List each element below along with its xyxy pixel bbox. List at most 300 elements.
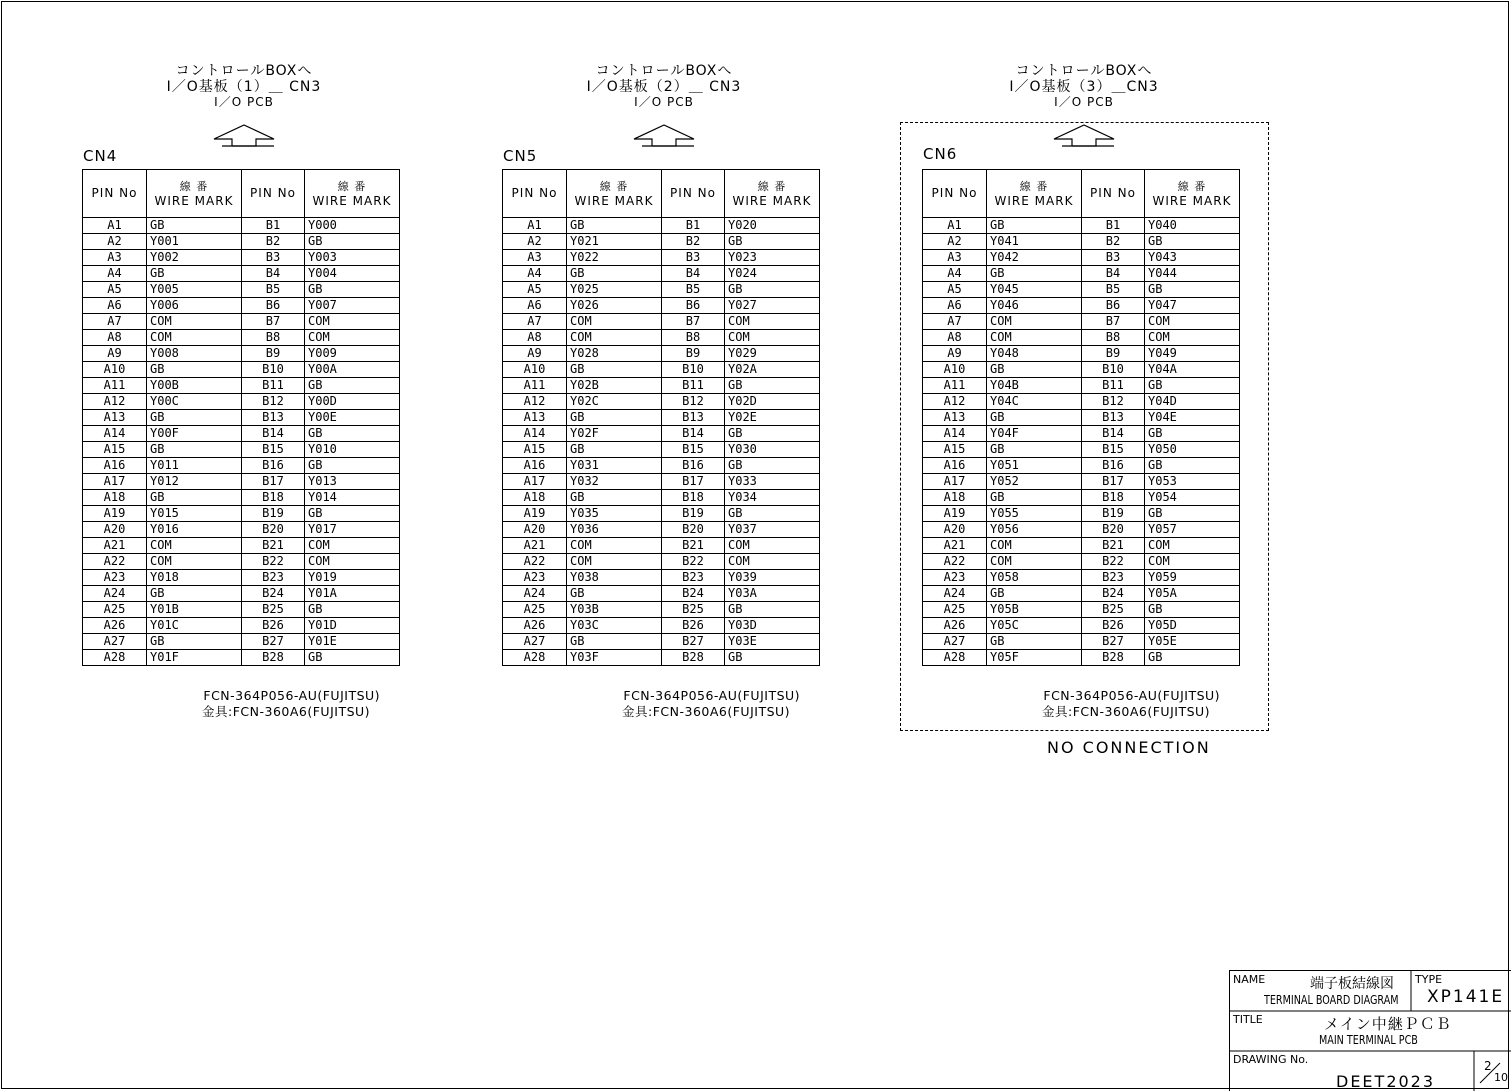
wire-mark-cell: Y042	[987, 250, 1082, 266]
wire-mark-cell: GB	[987, 490, 1082, 506]
wire-mark-cell: GB	[147, 490, 242, 506]
destination-line-3: I／O PCB	[214, 95, 274, 109]
pin-number-cell: B21	[1082, 538, 1145, 554]
connector-part-number	[1042, 688, 1220, 720]
name-jp: 端子板結線図	[1310, 976, 1394, 992]
table-row	[83, 522, 400, 538]
pin-number-cell: B15	[662, 442, 725, 458]
connector-label: CN5	[503, 147, 538, 165]
table-row	[503, 634, 820, 650]
name-en: TERMINAL BOARD DIAGRAM	[1264, 993, 1399, 1007]
pin-number-cell: B5	[242, 282, 305, 298]
title-label: TITLE	[1233, 1013, 1263, 1026]
pin-number-cell: B15	[242, 442, 305, 458]
pin-number-cell: A2	[503, 234, 567, 250]
wire-mark-cell: COM	[567, 330, 662, 346]
wire-mark-cell: Y000	[305, 218, 400, 234]
wire-mark-cell: Y00E	[305, 410, 400, 426]
table-row	[83, 618, 400, 634]
pin-number-cell: A20	[503, 522, 567, 538]
pin-number-cell: B17	[1082, 474, 1145, 490]
wire-mark-header-en: WIRE MARK	[1152, 193, 1232, 208]
table-row	[83, 602, 400, 618]
wire-mark-cell: Y02A	[725, 362, 820, 378]
pin-number-cell: B12	[662, 394, 725, 410]
wire-mark-cell: Y052	[987, 474, 1082, 490]
wire-mark-cell: COM	[147, 314, 242, 330]
table-row	[83, 650, 400, 666]
table-row	[83, 266, 400, 282]
wire-mark-cell: COM	[147, 554, 242, 570]
table-row	[83, 426, 400, 442]
pin-number-cell: A5	[923, 282, 987, 298]
table-row	[503, 618, 820, 634]
wire-mark-cell: GB	[567, 266, 662, 282]
wire-mark-cell: GB	[147, 218, 242, 234]
pin-number-cell: A21	[83, 538, 147, 554]
pin-number-cell: B14	[662, 426, 725, 442]
pin-number-cell: B16	[1082, 458, 1145, 474]
wire-mark-cell: GB	[1145, 234, 1240, 250]
wire-mark-cell: GB	[305, 234, 400, 250]
pin-number-cell: A9	[923, 346, 987, 362]
pin-number-cell: A16	[923, 458, 987, 474]
pin-number-cell: B4	[1082, 266, 1145, 282]
wire-mark-cell: Y04C	[987, 394, 1082, 410]
pin-number-cell: B21	[242, 538, 305, 554]
wire-mark-cell: Y049	[1145, 346, 1240, 362]
pin-number-cell: A11	[923, 378, 987, 394]
table-row	[83, 490, 400, 506]
table-row	[83, 362, 400, 378]
connector-destination	[84, 63, 404, 109]
pin-number-cell: B6	[1082, 298, 1145, 314]
pin-number-cell: A8	[83, 330, 147, 346]
wire-mark-cell: Y003	[305, 250, 400, 266]
pin-number-cell: A7	[503, 314, 567, 330]
wire-mark-cell: Y01D	[305, 618, 400, 634]
pin-number-cell: B27	[662, 634, 725, 650]
pin-number-cell: A25	[503, 602, 567, 618]
table-row	[503, 650, 820, 666]
table-row	[83, 442, 400, 458]
pin-number-cell: A28	[503, 650, 567, 666]
wire-mark-cell: COM	[1145, 554, 1240, 570]
pin-number-cell: B22	[242, 554, 305, 570]
wire-mark-header	[567, 170, 662, 218]
wire-mark-cell: Y05F	[987, 650, 1082, 666]
table-header-row	[503, 170, 820, 218]
wire-mark-cell: Y033	[725, 474, 820, 490]
pin-number-cell: B11	[242, 378, 305, 394]
pin-no-header: PIN No	[923, 170, 987, 218]
wire-mark-cell: GB	[1145, 602, 1240, 618]
table-row	[923, 506, 1240, 522]
destination-line-2: I／O基板（2）＿ CN3	[586, 79, 742, 95]
wire-mark-cell: Y01E	[305, 634, 400, 650]
table-row	[923, 650, 1240, 666]
wire-mark-cell: GB	[987, 218, 1082, 234]
wire-mark-cell: COM	[987, 314, 1082, 330]
table-row	[923, 426, 1240, 442]
connector-part-number	[202, 688, 380, 720]
table-header-row	[83, 170, 400, 218]
pin-number-cell: A19	[503, 506, 567, 522]
pin-number-cell: A14	[923, 426, 987, 442]
wire-mark-cell: Y050	[1145, 442, 1240, 458]
pin-number-cell: B26	[662, 618, 725, 634]
table-row	[923, 346, 1240, 362]
pin-number-cell: B6	[242, 298, 305, 314]
pin-number-cell: B5	[1082, 282, 1145, 298]
pin-number-cell: B3	[1082, 250, 1145, 266]
pin-number-cell: B15	[1082, 442, 1145, 458]
table-row	[503, 458, 820, 474]
wire-mark-cell: Y015	[147, 506, 242, 522]
drawing-label: DRAWING No.	[1233, 1053, 1309, 1066]
wire-mark-cell: GB	[725, 426, 820, 442]
pin-number-cell: B22	[1082, 554, 1145, 570]
wire-mark-cell: GB	[147, 362, 242, 378]
table-row	[503, 522, 820, 538]
pin-number-cell: A28	[923, 650, 987, 666]
wire-mark-header	[725, 170, 820, 218]
wire-mark-cell: Y00A	[305, 362, 400, 378]
pin-number-cell: B11	[1082, 378, 1145, 394]
wire-mark-cell: Y05D	[1145, 618, 1240, 634]
bracket-part-line: 金具:FCN-360A6(FUJITSU)	[622, 704, 791, 719]
wire-mark-cell: GB	[305, 378, 400, 394]
table-row	[83, 410, 400, 426]
pin-number-cell: A13	[503, 410, 567, 426]
pin-number-cell: A8	[923, 330, 987, 346]
pin-number-cell: B12	[1082, 394, 1145, 410]
table-row	[923, 266, 1240, 282]
pin-number-cell: B1	[662, 218, 725, 234]
wire-mark-cell: Y058	[987, 570, 1082, 586]
pin-number-cell: A17	[923, 474, 987, 490]
table-row	[503, 410, 820, 426]
wire-mark-cell: GB	[725, 458, 820, 474]
connector-destination	[924, 63, 1244, 109]
wire-mark-header-jp: 線 番	[179, 179, 209, 193]
table-row	[83, 394, 400, 410]
part-number-line: FCN-364P056-AU(FUJITSU)	[203, 688, 381, 703]
wire-mark-cell: Y004	[305, 266, 400, 282]
wire-mark-cell: Y043	[1145, 250, 1240, 266]
table-row	[923, 522, 1240, 538]
wire-mark-cell: Y024	[725, 266, 820, 282]
wire-mark-header	[1145, 170, 1240, 218]
pin-number-cell: B20	[1082, 522, 1145, 538]
bracket-part-line: 金具:FCN-360A6(FUJITSU)	[1042, 704, 1211, 719]
pin-number-cell: B23	[242, 570, 305, 586]
wire-mark-cell: GB	[725, 378, 820, 394]
wire-mark-cell: Y01C	[147, 618, 242, 634]
pin-number-cell: B2	[1082, 234, 1145, 250]
wire-mark-cell: Y009	[305, 346, 400, 362]
wire-mark-cell: Y02B	[567, 378, 662, 394]
pin-number-cell: B16	[662, 458, 725, 474]
pin-number-cell: A22	[503, 554, 567, 570]
wire-mark-cell: Y031	[567, 458, 662, 474]
wire-mark-cell: GB	[567, 362, 662, 378]
wire-mark-cell: Y01F	[147, 650, 242, 666]
table-row	[83, 218, 400, 234]
wire-mark-cell: Y02E	[725, 410, 820, 426]
table-row	[923, 410, 1240, 426]
pin-number-cell: A10	[923, 362, 987, 378]
wire-mark-cell: Y04F	[987, 426, 1082, 442]
wire-mark-cell: GB	[147, 266, 242, 282]
table-row	[923, 458, 1240, 474]
wire-mark-header-jp: 線 番	[1177, 179, 1207, 193]
table-row	[503, 378, 820, 394]
table-row	[923, 298, 1240, 314]
wire-mark-cell: Y054	[1145, 490, 1240, 506]
pin-number-cell: B11	[662, 378, 725, 394]
table-row	[83, 234, 400, 250]
wire-mark-cell: GB	[305, 602, 400, 618]
wire-mark-cell: COM	[147, 538, 242, 554]
pin-number-cell: A12	[923, 394, 987, 410]
wire-mark-cell: GB	[305, 282, 400, 298]
pin-number-cell: B20	[242, 522, 305, 538]
wire-mark-cell: COM	[987, 330, 1082, 346]
table-row	[83, 330, 400, 346]
wire-mark-cell: COM	[725, 330, 820, 346]
pin-number-cell: A6	[83, 298, 147, 314]
pin-number-cell: A27	[923, 634, 987, 650]
pin-number-cell: A15	[503, 442, 567, 458]
destination-line-1: コントロールBOXへ	[175, 63, 313, 79]
wire-mark-cell: GB	[725, 602, 820, 618]
pin-number-cell: A11	[83, 378, 147, 394]
wire-mark-cell: Y03D	[725, 618, 820, 634]
pin-number-cell: A17	[83, 474, 147, 490]
pin-number-cell: B17	[662, 474, 725, 490]
table-row	[83, 506, 400, 522]
pin-number-cell: B10	[1082, 362, 1145, 378]
pin-number-cell: A25	[83, 602, 147, 618]
table-row	[923, 218, 1240, 234]
wire-mark-cell: GB	[725, 650, 820, 666]
wire-mark-cell: COM	[567, 314, 662, 330]
table-row	[503, 218, 820, 234]
pin-number-cell: B14	[1082, 426, 1145, 442]
pin-number-cell: A1	[83, 218, 147, 234]
pin-number-cell: A11	[503, 378, 567, 394]
table-row	[83, 554, 400, 570]
wire-mark-cell: Y029	[725, 346, 820, 362]
pin-number-cell: B3	[662, 250, 725, 266]
table-row	[923, 330, 1240, 346]
pin-number-cell: A5	[83, 282, 147, 298]
pin-number-cell: A22	[923, 554, 987, 570]
wire-mark-cell: COM	[567, 554, 662, 570]
pin-number-cell: B5	[662, 282, 725, 298]
pin-number-cell: A14	[83, 426, 147, 442]
pin-number-cell: A3	[923, 250, 987, 266]
pin-number-cell: A4	[923, 266, 987, 282]
pin-number-cell: B13	[242, 410, 305, 426]
pin-no-header: PIN No	[503, 170, 567, 218]
pin-number-cell: A10	[83, 362, 147, 378]
pin-number-cell: B26	[242, 618, 305, 634]
pin-number-cell: B4	[662, 266, 725, 282]
pin-number-cell: A4	[83, 266, 147, 282]
pin-number-cell: B12	[242, 394, 305, 410]
table-row	[83, 634, 400, 650]
sheet-number: 2	[1484, 1059, 1492, 1073]
pin-number-cell: B27	[1082, 634, 1145, 650]
pin-number-cell: A2	[923, 234, 987, 250]
title-block	[1229, 970, 1511, 1091]
wire-mark-cell: GB	[987, 634, 1082, 650]
bracket-part-line: 金具:FCN-360A6(FUJITSU)	[202, 704, 371, 719]
up-arrow-icon	[632, 122, 702, 148]
wire-mark-cell: Y02D	[725, 394, 820, 410]
wire-mark-cell: GB	[987, 362, 1082, 378]
wire-mark-cell: Y046	[987, 298, 1082, 314]
wire-mark-cell: Y05E	[1145, 634, 1240, 650]
wire-mark-cell: COM	[987, 554, 1082, 570]
table-row	[83, 298, 400, 314]
pin-number-cell: B10	[662, 362, 725, 378]
wire-mark-cell: Y02F	[567, 426, 662, 442]
wire-mark-cell: GB	[987, 266, 1082, 282]
pin-number-cell: A15	[83, 442, 147, 458]
pin-number-cell: A25	[923, 602, 987, 618]
wire-mark-cell: Y00C	[147, 394, 242, 410]
pin-number-cell: B24	[662, 586, 725, 602]
wire-mark-cell: GB	[1145, 282, 1240, 298]
connector-label: CN6	[923, 145, 958, 163]
wire-mark-cell: Y008	[147, 346, 242, 362]
wire-mark-cell: COM	[305, 538, 400, 554]
wire-mark-cell: Y037	[725, 522, 820, 538]
wire-mark-cell: Y03B	[567, 602, 662, 618]
table-row	[923, 378, 1240, 394]
no-connection-label: NO CONNECTION	[1047, 738, 1211, 757]
pin-assignment-table	[82, 169, 400, 666]
pin-number-cell: B4	[242, 266, 305, 282]
table-row	[503, 586, 820, 602]
pin-number-cell: A7	[923, 314, 987, 330]
pin-number-cell: B9	[662, 346, 725, 362]
wire-mark-cell: Y030	[725, 442, 820, 458]
pin-number-cell: A18	[503, 490, 567, 506]
table-row	[503, 314, 820, 330]
pin-number-cell: A14	[503, 426, 567, 442]
wire-mark-cell: GB	[147, 634, 242, 650]
pin-no-header: PIN No	[83, 170, 147, 218]
table-row	[503, 234, 820, 250]
wire-mark-cell: COM	[725, 538, 820, 554]
wire-mark-cell: Y035	[567, 506, 662, 522]
destination-line-1: コントロールBOXへ	[1015, 63, 1153, 79]
table-row	[83, 250, 400, 266]
wire-mark-cell: Y04E	[1145, 410, 1240, 426]
table-row	[83, 586, 400, 602]
name-label: NAME	[1233, 973, 1266, 986]
pin-number-cell: A24	[503, 586, 567, 602]
pin-number-cell: B20	[662, 522, 725, 538]
wire-mark-cell: Y023	[725, 250, 820, 266]
pin-number-cell: B2	[242, 234, 305, 250]
pin-no-header: PIN No	[1082, 170, 1145, 218]
wire-mark-cell: Y038	[567, 570, 662, 586]
pin-number-cell: A16	[503, 458, 567, 474]
wire-mark-header-en: WIRE MARK	[312, 193, 392, 208]
wire-mark-cell: Y03A	[725, 586, 820, 602]
table-row	[83, 378, 400, 394]
wire-mark-cell: GB	[987, 410, 1082, 426]
wire-mark-cell: Y001	[147, 234, 242, 250]
table-row	[503, 346, 820, 362]
wire-mark-cell: GB	[305, 506, 400, 522]
wire-mark-cell: Y013	[305, 474, 400, 490]
pin-number-cell: B2	[662, 234, 725, 250]
pin-number-cell: A13	[923, 410, 987, 426]
table-row	[923, 570, 1240, 586]
pin-number-cell: A13	[83, 410, 147, 426]
pin-number-cell: B23	[1082, 570, 1145, 586]
wire-mark-cell: GB	[567, 586, 662, 602]
connector-label: CN4	[83, 147, 118, 165]
table-row	[923, 602, 1240, 618]
wire-mark-cell: Y03C	[567, 618, 662, 634]
connector-part-number	[622, 688, 800, 720]
pin-number-cell: B13	[662, 410, 725, 426]
wire-mark-cell: Y005	[147, 282, 242, 298]
pin-number-cell: B7	[662, 314, 725, 330]
table-row	[83, 346, 400, 362]
wire-mark-cell: Y057	[1145, 522, 1240, 538]
wire-mark-header-en: WIRE MARK	[154, 193, 234, 208]
wire-mark-cell: Y044	[1145, 266, 1240, 282]
pin-number-cell: A27	[83, 634, 147, 650]
wire-mark-cell: Y04A	[1145, 362, 1240, 378]
table-row	[83, 474, 400, 490]
wire-mark-cell: GB	[567, 634, 662, 650]
table-row	[503, 250, 820, 266]
pin-number-cell: A6	[923, 298, 987, 314]
pin-number-cell: A19	[83, 506, 147, 522]
pin-number-cell: B18	[242, 490, 305, 506]
wire-mark-cell: Y01A	[305, 586, 400, 602]
wire-mark-cell: COM	[1145, 314, 1240, 330]
pin-number-cell: A18	[83, 490, 147, 506]
wire-mark-cell: Y01B	[147, 602, 242, 618]
wire-mark-cell: COM	[305, 314, 400, 330]
pin-number-cell: B24	[242, 586, 305, 602]
pin-number-cell: B18	[1082, 490, 1145, 506]
wire-mark-cell: Y034	[725, 490, 820, 506]
wire-mark-cell: Y021	[567, 234, 662, 250]
wire-mark-cell: GB	[1145, 378, 1240, 394]
destination-line-2: I／O基板（1）＿ CN3	[166, 79, 322, 95]
table-row	[923, 586, 1240, 602]
table-row	[503, 394, 820, 410]
pin-number-cell: B1	[242, 218, 305, 234]
destination-line-2: I／O基板（3）＿CN3	[1009, 79, 1159, 95]
type-label: TYPE	[1415, 973, 1443, 986]
wire-mark-cell: GB	[147, 442, 242, 458]
table-row	[923, 490, 1240, 506]
wire-mark-cell: Y045	[987, 282, 1082, 298]
wire-mark-cell: Y020	[725, 218, 820, 234]
